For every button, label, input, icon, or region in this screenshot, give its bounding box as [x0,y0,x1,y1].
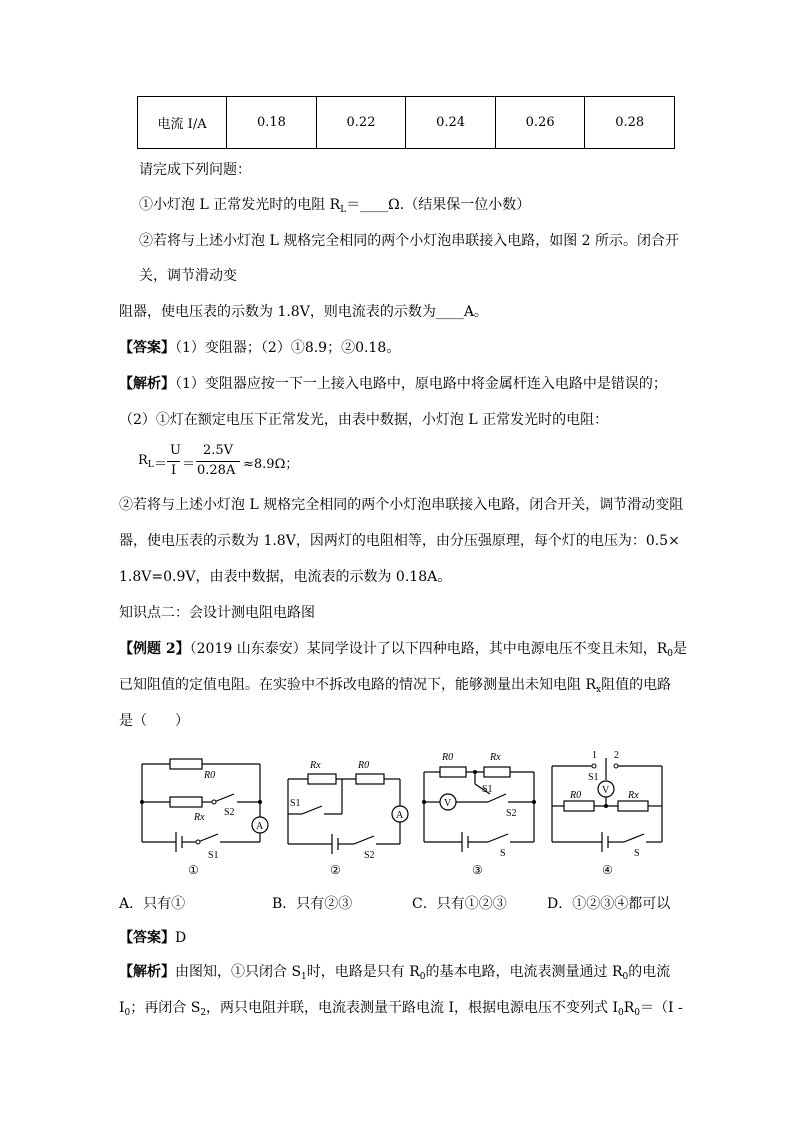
text-line: ②若将与上述小灯泡 L 规格完全相同的两个小灯泡串联接入电路，闭合开关，调节滑动变阻 [119,497,684,513]
svg-text:Rx: Rx [628,790,639,801]
svg-text:Rx: Rx [310,760,321,771]
svg-text:V: V [602,785,610,796]
text-line: （2）①灯在额定电压下正常发光，由表中数据，小灯泡 L 正常发光时的电阻： [119,412,609,428]
option-b: B．只有②③ [272,896,353,912]
svg-text:S2: S2 [364,850,375,861]
circuit-diagram-2 [278,752,414,878]
table-cell: 0.26 [495,97,585,149]
table-cell: 0.22 [316,97,406,149]
svg-text:Rx: Rx [490,752,501,763]
svg-text:S1: S1 [208,850,219,861]
svg-text:R0: R0 [570,790,582,801]
text-line: 1.8V=0.9V，由表中数据，电流表的示数为 0.18A。 [119,569,452,585]
svg-text:S: S [634,848,640,859]
table-row-label: 电流 I/A [138,97,227,149]
text-line: 器，使电压表的示数为 1.8V，因两灯的电阻相等，由分压强原理，每个灯的电压为：0.5× [119,533,680,549]
svg-text:R0: R0 [358,760,370,771]
text-line: 阻器，使电压表的示数为 1.8V，则电流表的示数为____A。 [119,304,488,320]
svg-text:R0: R0 [442,752,454,763]
circuit-diagram-1 [132,752,272,878]
svg-text:③: ③ [472,863,483,877]
svg-text:①: ① [188,863,199,877]
svg-text:A: A [256,821,264,832]
svg-text:S1: S1 [482,784,493,795]
circuit-diagram-3 [418,744,542,878]
text-line: 已知阻值的定值电阻。在实验中不拆改电路的情况下，能够测量出未知电阻 $R_x$阻值的电路 [119,677,672,695]
answer-line: 【答案】D [119,930,187,946]
circuit-diagram-4 [548,744,672,878]
option-d: D．①②③④都可以 [547,896,671,912]
svg-text:A: A [396,810,404,821]
svg-text:②: ② [330,863,341,877]
current-table [137,96,675,149]
svg-text:S1: S1 [588,772,599,783]
svg-text:S2: S2 [506,808,517,819]
analysis-line: 【解析】（1）变阻器应按一下一上接入电路中，原电路中将金属杆连入电路中是错误的； [119,376,667,392]
table-cell: 0.18 [227,97,317,149]
option-a: A．只有① [119,896,186,912]
svg-text:Rx: Rx [194,812,205,823]
analysis-line: 【解析】由图知，①只闭合 $S_1$时，电路是只有 $R_0$的基本电路，电流表测量通过 $R_0$的电流 [119,964,671,982]
svg-text:S1: S1 [290,798,301,809]
svg-text:S: S [500,848,506,859]
answer-line: 【答案】（1）变阻器；（2）①8.9；②0.18。 [119,340,401,356]
section-title: 知识点二：会设计测电阻电路图 [119,605,315,621]
table-row [138,97,675,149]
text-line: 是（ ） [119,713,189,729]
text-line: ①小灯泡 L 正常发光时的电阻 $R_L=\_\_\_\_\Omega$.（结果保一位小数） [139,197,531,215]
text-line: 关，调节滑动变 [139,268,237,284]
table-cell: 0.24 [406,97,496,149]
text-line: ②若将与上述小灯泡 L 规格完全相同的两个小灯泡串联接入电路，如图 2 所示。闭合开 [139,233,680,249]
text-line: 请完成下列问题： [139,162,251,178]
svg-text:1: 1 [592,750,597,761]
svg-text:S2: S2 [224,807,235,818]
table-cell: 0.28 [585,97,675,149]
svg-text:2: 2 [614,750,619,761]
option-c: C．只有①②③ [412,896,507,912]
svg-text:V: V [444,798,452,809]
svg-text:④: ④ [602,863,613,877]
svg-text:R0: R0 [204,770,216,781]
text-line: 【例题 2】（2019 山东泰安）某同学设计了以下四种电路，其中电源电压不变且未知，$R_0$是 [119,641,687,659]
text-line: $I_0$；再闭合 $S_2$，两只电阻并联，电流表测量干路电流 I，根据电源电压不变列式 $I_0R_0=(I$ - [119,1000,683,1018]
